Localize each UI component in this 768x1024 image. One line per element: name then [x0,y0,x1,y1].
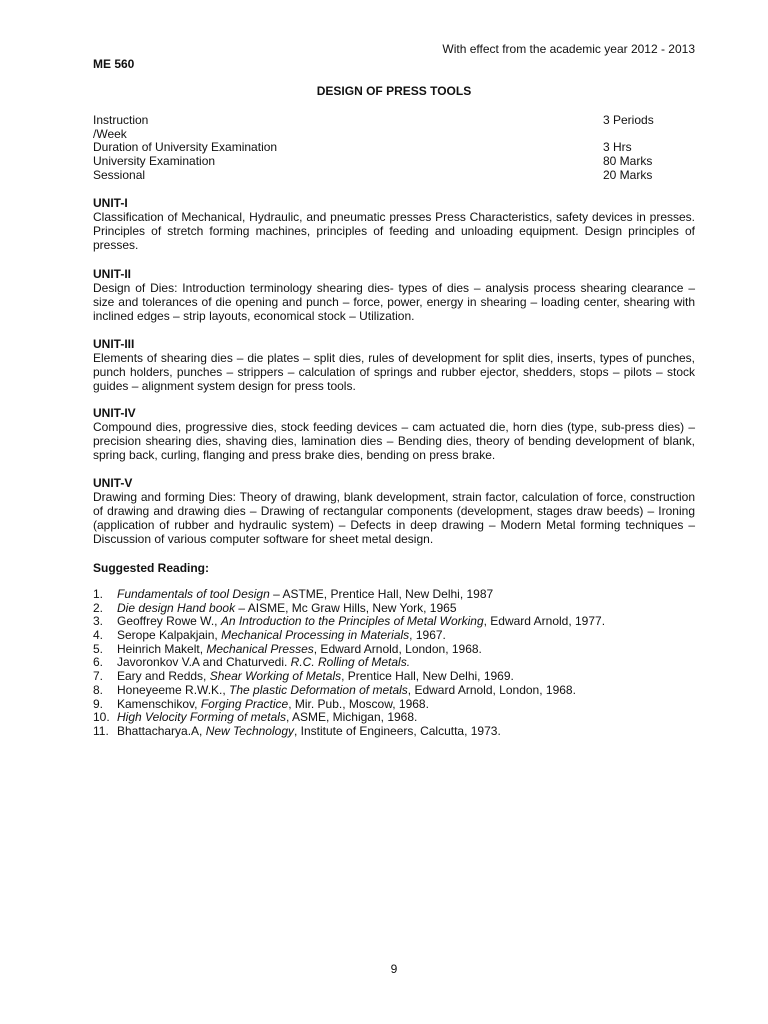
reference-publisher: , Institute of Engineers, Calcutta, 1973. [294,723,501,738]
reference-title: Forging Practice [200,696,289,711]
reference-title: Mechanical Presses [206,641,314,656]
reference-publisher: – AISME, Mc Graw Hills, New York, 1965 [235,600,457,615]
reference-number: 6. [93,655,104,670]
reference-number: 10. [93,710,110,725]
meta-row [93,113,695,127]
reference-number: 5. [93,641,104,656]
course-meta [93,113,695,181]
meta-value: 3 Periods [603,113,654,127]
reference-text [117,670,514,684]
reference-item [93,670,695,684]
meta-row [93,127,695,141]
document-page [93,0,695,1024]
unit-body: Classification of Mechanical, Hydraulic, and pneumatic presses Press Characteristics, safety devices in presses. Principles of stretch forming machines, principles of feeding and unloading equipment. Design principles of presses. [93,210,695,252]
reference-number: 3. [93,614,104,629]
meta-label: University Examination [93,154,216,169]
reference-title: The plastic Deformation of metals [229,682,408,697]
reference-number: 8. [93,682,104,697]
reference-number: 2. [93,600,104,615]
effect-note: With effect from the academic year 2012 - 2013 [442,42,695,56]
reference-text [117,643,482,657]
reference-title: Fundamentals of tool Design [117,587,270,601]
reference-text [117,684,576,698]
unit-heading: UNIT-IV [93,406,136,420]
unit-section [93,406,695,462]
unit-heading: UNIT-I [93,196,128,210]
unit-section [93,476,695,546]
reference-title: R.C. Rolling of Metals. [290,655,411,670]
reference-number: 11. [93,723,109,738]
reference-author: Eary and Redds, [117,669,210,684]
reference-publisher: , ASME, Michigan, 1968. [285,710,418,725]
meta-label: Duration of University Examination [93,140,278,155]
meta-value [603,127,695,141]
reference-text [117,602,457,616]
reference-item [93,588,695,602]
meta-row [93,168,695,182]
suggested-reading-heading: Suggested Reading: [93,561,210,575]
reference-publisher: , Prentice Hall, New Delhi, 1969. [341,669,514,684]
reference-item [93,602,695,616]
unit-body: Compound dies, progressive dies, stock feeding devices – cam actuated die, horn dies (type, sub-press dies) – precision shearing dies, shaving dies, lamination dies – Bending dies, theory of bending development of blank, spring back, curling, flanging and press brake dies, bending on press brake. [93,420,695,462]
meta-row [93,140,695,154]
meta-row [93,154,695,168]
reference-number: 4. [93,628,104,643]
reference-author: Serope Kalpakjain, [117,628,222,643]
reference-publisher: , Mir. Pub., Moscow, 1968. [288,696,429,711]
unit-section [93,337,695,393]
reference-author: Bhattacharya.A, [117,723,206,738]
reference-author: Javoronkov V.A and Chaturvedi. [117,655,291,670]
unit-body: Elements of shearing dies – die plates – split dies, rules of development for split dies, inserts, types of punches, punch holders, punches – strippers – calculation of springs and rubber ejector, shedders, stops – pilots – stock guides – alignment system design for press tools. [93,351,695,393]
page-number: 9 [390,962,398,976]
reference-item [93,629,695,643]
reference-number: 7. [93,669,104,684]
reference-title: High Velocity Forming of metals [117,710,286,725]
reference-item [93,711,695,725]
reference-number: 9. [93,696,104,711]
reference-publisher: , Edward Arnold, 1977. [483,614,606,629]
reference-author: Honeyeeme R.W.K., [117,682,230,697]
reference-publisher: – ASTME, Prentice Hall, New Delhi, 1987 [269,587,494,601]
course-title: DESIGN OF PRESS TOOLS [316,84,472,98]
reference-publisher: , Edward Arnold, London, 1968. [313,641,482,656]
reference-item [93,643,695,657]
meta-label: /Week [93,126,127,141]
unit-section [93,267,695,323]
reference-text [117,656,410,670]
reference-text [117,698,429,712]
reference-text [117,629,446,643]
reference-title: Die design Hand book [117,600,236,615]
reference-title: New Technology [205,723,294,738]
reference-title: An Introduction to the Principles of Metal Working [220,614,484,629]
reference-text [117,615,605,629]
reference-item [93,725,695,739]
unit-heading: UNIT-III [93,337,135,351]
reference-item [93,656,695,670]
reference-author: Heinrich Makelt, [117,641,207,656]
meta-label: Instruction [93,113,149,127]
unit-body: Design of Dies: Introduction terminology shearing dies- types of dies – analysis process shearing clearance – size and tolerances of die opening and punch – force, power, energy in shearing – loading center, shearing with inclined edges – strip layouts, economical stock – Utilization. [93,281,695,323]
reference-item [93,684,695,698]
reference-publisher: , Edward Arnold, London, 1968. [407,682,576,697]
reference-title: Mechanical Processing in Materials [221,628,410,643]
unit-section [93,196,695,252]
unit-heading: UNIT-II [93,267,131,281]
reference-text [117,725,501,739]
reference-item [93,615,695,629]
reference-text [117,711,417,725]
reference-number: 1. [93,587,104,601]
reference-author: Kamenschikov, [117,696,201,711]
reference-list [93,588,695,739]
meta-value: 3 Hrs [603,140,632,155]
meta-label: Sessional [93,167,146,182]
reference-text [117,588,493,602]
reference-title: Shear Working of Metals [209,669,342,684]
reference-publisher: , 1967. [409,628,446,643]
reference-author: Geoffrey Rowe W., [117,614,221,629]
unit-heading: UNIT-V [93,476,133,490]
reference-item [93,698,695,712]
unit-body: Drawing and forming Dies: Theory of drawing, blank development, strain factor, calculation of force, construction of drawing and drawing dies – Drawing of rectangular components (development, stages draw beeds) – Ironing (application of rubber and hydraulic system) – Defects in deep drawing – Modern Metal forming techniques – Discussion of various computer software for sheet metal design. [93,490,695,546]
course-code: ME 560 [93,57,135,71]
meta-value: 20 Marks [603,167,653,182]
meta-value: 80 Marks [603,154,653,169]
